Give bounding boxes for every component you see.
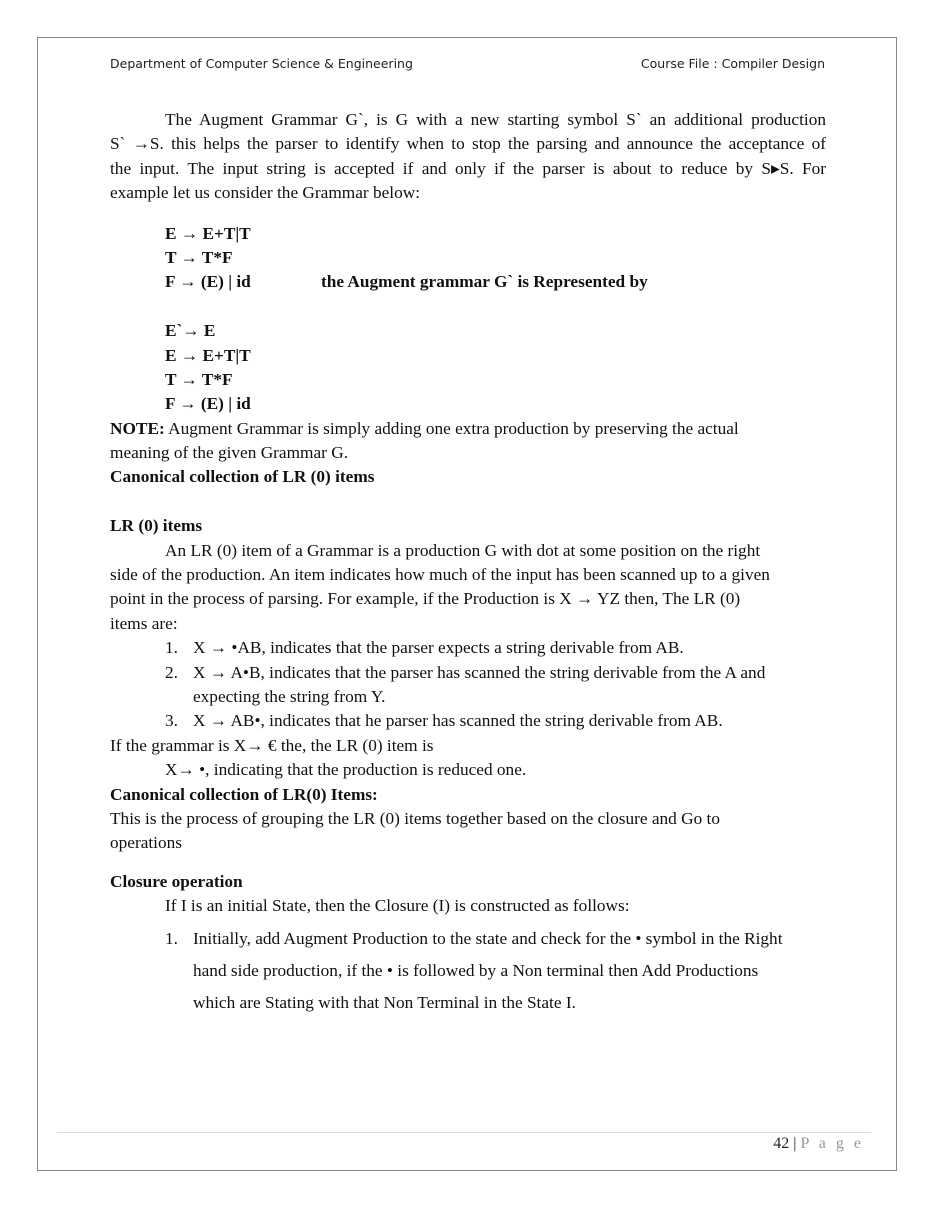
augmented-production: T → T*F [165,369,233,389]
list-text: X → •AB, indicates that the parser expects a string derivable from AB. [193,638,684,658]
intro-line: the input. The input string is accepted if and only if the parser is about to reduce by S▸S. For [110,158,826,178]
closure-list-item [110,923,826,955]
list-item-continuation: expecting the string from Y. [193,686,386,706]
note-label: NOTE: [110,418,165,438]
list-text: X → AB•, indicates that he parser has scanned the string derivable from AB. [193,711,723,731]
epsilon-line: If the grammar is X→ € the, the LR (0) item is [110,735,434,755]
note-line: meaning of the given Grammar G. [110,443,349,463]
header-department: Department of Computer Science & Engineering [110,56,413,71]
closure-continuation: hand side production, if the • is followed by a Non terminal then Add Productions [193,960,759,980]
closure-text: Initially, add Augment Production to the state and check for the • symbol in the Right [193,928,783,948]
lr0-paragraph-line: items are: [110,613,178,633]
augmented-production: E → E+T|T [165,345,251,365]
augmented-production: F → (E) | id [165,394,251,414]
list-number: 3. [165,711,178,731]
list-text: X → A•B, indicates that the parser has scanned the string derivable from the A and [193,662,766,682]
canonical-desc-line: This is the process of grouping the LR (0) items together based on the closure and Go to [110,808,720,828]
note-text: Augment Grammar is simply adding one extra production by preserving the actual [164,418,739,438]
heading-closure: Closure operation [110,871,243,891]
augment-note: the Augment grammar G` is Represented by [321,272,648,292]
grammar-production: F → (E) | id [165,272,251,292]
augmented-production: E`→ E [165,321,216,341]
heading-canonical-items: Canonical collection of LR(0) Items: [110,784,378,804]
page-label: P a g e [800,1135,864,1152]
lr0-paragraph-line: side of the production. An item indicates how much of the input has been scanned up to a given [110,565,770,585]
list-number: 1. [165,928,178,948]
closure-continuation: which are Stating with that Non Terminal in the State I. [193,992,576,1012]
intro-line: S` →S. this helps the parser to identify when to stop the parsing and announce the acceptance of [110,134,826,154]
page-separator: | [793,1135,797,1152]
note-line [110,417,826,441]
list-item [110,709,826,733]
canonical-desc-line: operations [110,833,182,853]
page-number: 42 [773,1135,790,1152]
list-item [110,636,826,660]
footer-rule [57,1132,871,1133]
grammar-production-row [110,270,826,294]
grammar-production: E → E+T|T [165,223,251,243]
intro-line: The Augment Grammar G`, is G with a new starting symbol S` an additional production [165,110,826,129]
lr0-paragraph-line: An LR (0) item of a Grammar is a production G with dot at some position on the right [165,540,761,560]
header-course: Course File : Compiler Design [640,56,825,71]
intro-line: example let us consider the Grammar below: [110,183,420,203]
page-body [110,108,826,1019]
list-item [110,661,826,685]
grammar-production: T → T*F [165,247,233,267]
heading-canonical: Canonical collection of LR (0) items [110,467,375,487]
closure-intro: If I is an initial State, then the Closure (I) is constructed as follows: [165,896,630,916]
lr0-paragraph-line: point in the process of parsing. For example, if the Production is X → YZ then, The LR (0) [110,589,741,609]
page-number-footer [773,1135,864,1153]
list-number: 1. [165,638,178,658]
list-number: 2. [165,662,178,682]
heading-lr0-items: LR (0) items [110,516,203,536]
epsilon-line: X→ •, indicating that the production is reduced one. [165,760,527,780]
